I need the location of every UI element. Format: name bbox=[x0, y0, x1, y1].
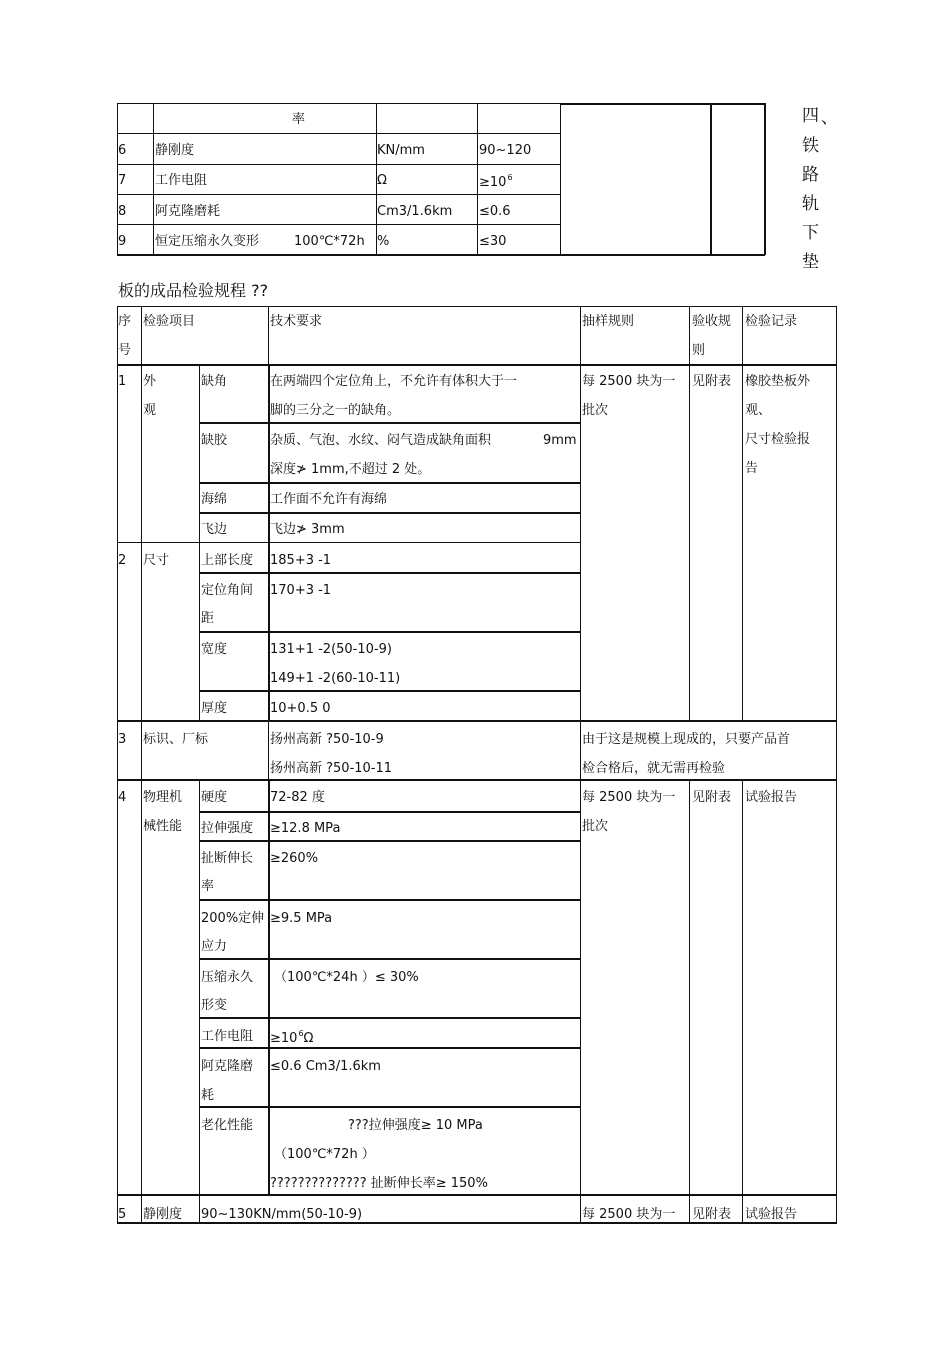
record: 观、 bbox=[745, 403, 772, 418]
sub-item: 定位角间 bbox=[201, 583, 254, 598]
item-name: 外 bbox=[143, 374, 157, 389]
rule bbox=[199, 572, 580, 574]
rule bbox=[742, 779, 743, 1223]
rule bbox=[199, 690, 580, 692]
rule bbox=[117, 306, 837, 307]
sub-item: 200%定伸 bbox=[201, 911, 265, 926]
item-name: 尺寸 bbox=[143, 553, 170, 568]
sub-item: 耗 bbox=[201, 1088, 215, 1103]
sub-item: 缺胶 bbox=[201, 433, 228, 448]
sampling: 每 2500 块为一 bbox=[582, 1207, 676, 1222]
rule bbox=[141, 306, 142, 1223]
unit: KN/mm bbox=[377, 143, 425, 158]
row-number: 5 bbox=[118, 1207, 127, 1222]
requirement: ≥12.8 MPa bbox=[270, 821, 341, 836]
sub-item: 工作电阻 bbox=[201, 1029, 254, 1044]
requirement: 杂质、气泡、水纹、闷气造成缺角面积 bbox=[270, 433, 492, 448]
sub-item: 海绵 bbox=[201, 492, 228, 507]
requirement: 90~130KN/mm(50-10-9) bbox=[201, 1207, 363, 1222]
record: 尺寸检验报 bbox=[745, 432, 811, 447]
header-tech: 技术要求 bbox=[270, 314, 323, 329]
sub-item: 应力 bbox=[201, 939, 228, 954]
sub-item: 形变 bbox=[201, 998, 228, 1013]
condition: 100℃*72h bbox=[294, 234, 365, 249]
row-number: 2 bbox=[118, 553, 127, 568]
sub-item: 老化性能 bbox=[201, 1118, 254, 1133]
rule bbox=[117, 779, 837, 781]
header-seq: 序 bbox=[118, 314, 132, 329]
requirement: （100℃*24h ）≤ 30% bbox=[274, 970, 419, 985]
rule bbox=[199, 422, 580, 424]
requirement: 131+1 -2(50-10-9) bbox=[270, 642, 392, 657]
side-title-char: 轨 bbox=[802, 194, 819, 214]
row-number: 6 bbox=[118, 143, 127, 158]
rule bbox=[199, 779, 200, 1223]
row-number: 8 bbox=[118, 204, 127, 219]
item-name: 械性能 bbox=[143, 819, 183, 834]
unit: Ω bbox=[377, 173, 387, 188]
side-title-char: 铁 bbox=[802, 136, 819, 156]
rule bbox=[117, 1222, 837, 1224]
sub-item: 距 bbox=[201, 611, 215, 626]
rule bbox=[117, 164, 560, 165]
requirement: 185+3 -1 bbox=[270, 553, 332, 568]
rule bbox=[199, 958, 580, 960]
sub-item: 上部长度 bbox=[201, 553, 254, 568]
requirement: 飞边≯ 3mm bbox=[270, 522, 345, 537]
rule bbox=[117, 254, 765, 256]
accept: 见附表 bbox=[692, 790, 732, 805]
rule bbox=[199, 1017, 580, 1019]
side-title-char: 下 bbox=[802, 223, 819, 243]
item-name: 工作电阻 bbox=[155, 173, 208, 188]
rule bbox=[268, 306, 269, 365]
item-name: 静刚度 bbox=[143, 1207, 183, 1222]
rule bbox=[710, 103, 712, 255]
requirement: ≤0.6 Cm3/1.6km bbox=[270, 1059, 381, 1074]
sub-item: 率 bbox=[201, 879, 215, 894]
item-name: 物理机 bbox=[143, 790, 183, 805]
rule bbox=[560, 103, 765, 105]
side-title-char: 垫 bbox=[802, 252, 819, 272]
item-name: 阿克隆磨耗 bbox=[155, 204, 221, 219]
record: 橡胶垫板外 bbox=[745, 374, 811, 389]
header-item: 检验项目 bbox=[143, 314, 196, 329]
requirement: ≥260% bbox=[270, 851, 319, 866]
header-fragment: 率 bbox=[292, 112, 306, 127]
sub-item: 宽度 bbox=[201, 642, 228, 657]
requirement: 170+3 -1 bbox=[270, 583, 332, 598]
rule bbox=[199, 512, 580, 514]
rule bbox=[199, 899, 580, 901]
item-name: 观 bbox=[143, 403, 157, 418]
unit: % bbox=[377, 234, 390, 249]
rule bbox=[580, 306, 581, 1223]
header-sampling: 抽样规则 bbox=[582, 314, 635, 329]
rule bbox=[117, 306, 118, 1223]
sub-item: 阿克隆磨 bbox=[201, 1059, 254, 1074]
row-number: 3 bbox=[118, 732, 127, 747]
rule bbox=[764, 103, 766, 255]
rule bbox=[117, 194, 560, 195]
item-name: 静刚度 bbox=[155, 143, 195, 158]
sampling: 批次 bbox=[582, 819, 609, 834]
row-number: 9 bbox=[118, 234, 127, 249]
requirement: $\ge 10^6\Omega$ bbox=[270, 1029, 314, 1046]
sub-item: 拉伸强度 bbox=[201, 821, 254, 836]
accept: 见附表 bbox=[692, 374, 732, 389]
rule bbox=[117, 103, 560, 104]
rule bbox=[117, 364, 837, 366]
record: 试验报告 bbox=[745, 790, 798, 805]
rule bbox=[117, 224, 560, 225]
item-name: 恒定压缩永久变形 bbox=[155, 234, 260, 249]
rule bbox=[199, 1106, 580, 1108]
requirement: 9mm bbox=[543, 433, 577, 448]
header-accept: 则 bbox=[692, 343, 706, 358]
header-accept: 验收规 bbox=[692, 314, 732, 329]
row-number: 1 bbox=[118, 374, 127, 389]
rule bbox=[560, 103, 561, 255]
requirement: 扬州高新 ?50-10-9 bbox=[270, 732, 384, 747]
rule bbox=[117, 133, 560, 134]
sub-item: 扯断伸长 bbox=[201, 851, 254, 866]
record: 试验报告 bbox=[745, 1207, 798, 1222]
header-seq: 号 bbox=[118, 343, 132, 358]
rule bbox=[117, 1194, 837, 1196]
rule bbox=[199, 364, 200, 721]
requirement: 扬州高新 ?50-10-11 bbox=[270, 761, 393, 776]
requirement: 深度≯ 1mm,不超过 2 处。 bbox=[270, 462, 431, 477]
rule bbox=[199, 631, 580, 633]
rule bbox=[199, 811, 580, 813]
rule bbox=[268, 779, 270, 1195]
sampling: 每 2500 块为一 bbox=[582, 790, 676, 805]
rule bbox=[117, 720, 837, 722]
rule bbox=[117, 542, 580, 543]
rule bbox=[199, 1047, 580, 1049]
requirement: 72-82 度 bbox=[270, 790, 325, 805]
rule bbox=[689, 306, 690, 721]
requirement: ???拉伸强度≥ 10 MPa bbox=[348, 1118, 483, 1133]
record: 告 bbox=[745, 461, 759, 476]
requirement: 工作面不允许有海绵 bbox=[270, 492, 388, 507]
side-title-char: 、 bbox=[821, 108, 838, 128]
unit: Cm3/1.6km bbox=[377, 204, 453, 219]
header-record: 检验记录 bbox=[745, 314, 798, 329]
row-number: 7 bbox=[118, 173, 127, 188]
requirement: $\ge 10^6$ bbox=[479, 173, 513, 190]
sub-item: 缺角 bbox=[201, 374, 228, 389]
sub-item: 飞边 bbox=[201, 522, 228, 537]
rule bbox=[153, 103, 154, 255]
rule bbox=[742, 306, 743, 721]
note: 由于这是规模上现成的，只要产品首 bbox=[582, 732, 791, 747]
requirement: 脚的三分之一的缺角。 bbox=[270, 403, 401, 418]
rule bbox=[477, 103, 478, 255]
requirement: ?????????????? 扯断伸长率≥ 150% bbox=[270, 1176, 488, 1191]
requirement: 10+0.5 0 bbox=[270, 701, 331, 716]
requirement: ≥9.5 MPa bbox=[270, 911, 333, 926]
requirement: 149+1 -2(60-10-11) bbox=[270, 671, 401, 686]
rule bbox=[836, 306, 837, 1223]
note: 检合格后，就无需再检验 bbox=[582, 761, 726, 776]
requirement: ≤30 bbox=[479, 234, 507, 249]
side-title-char: 四 bbox=[802, 106, 819, 126]
sampling: 每 2500 块为一 bbox=[582, 374, 676, 389]
sub-item: 厚度 bbox=[201, 701, 228, 716]
requirement: ≤0.6 bbox=[479, 204, 511, 219]
side-title-char: 路 bbox=[802, 165, 819, 185]
rule bbox=[199, 840, 580, 842]
rule bbox=[689, 779, 690, 1223]
rule bbox=[199, 482, 580, 484]
rule bbox=[268, 720, 269, 780]
sub-item: 硬度 bbox=[201, 790, 228, 805]
section-title: 板的成品检验规程 ?? bbox=[118, 281, 269, 300]
requirement: （100℃*72h ） bbox=[274, 1147, 375, 1162]
requirement: 在两端四个定位角上，不允许有体积大于一 bbox=[270, 374, 518, 389]
row-number: 4 bbox=[118, 790, 127, 805]
sampling: 批次 bbox=[582, 403, 609, 418]
accept: 见附表 bbox=[692, 1207, 732, 1222]
requirement: 90~120 bbox=[479, 143, 532, 158]
sub-item: 压缩永久 bbox=[201, 970, 254, 985]
item-name: 标识、厂标 bbox=[143, 732, 209, 747]
